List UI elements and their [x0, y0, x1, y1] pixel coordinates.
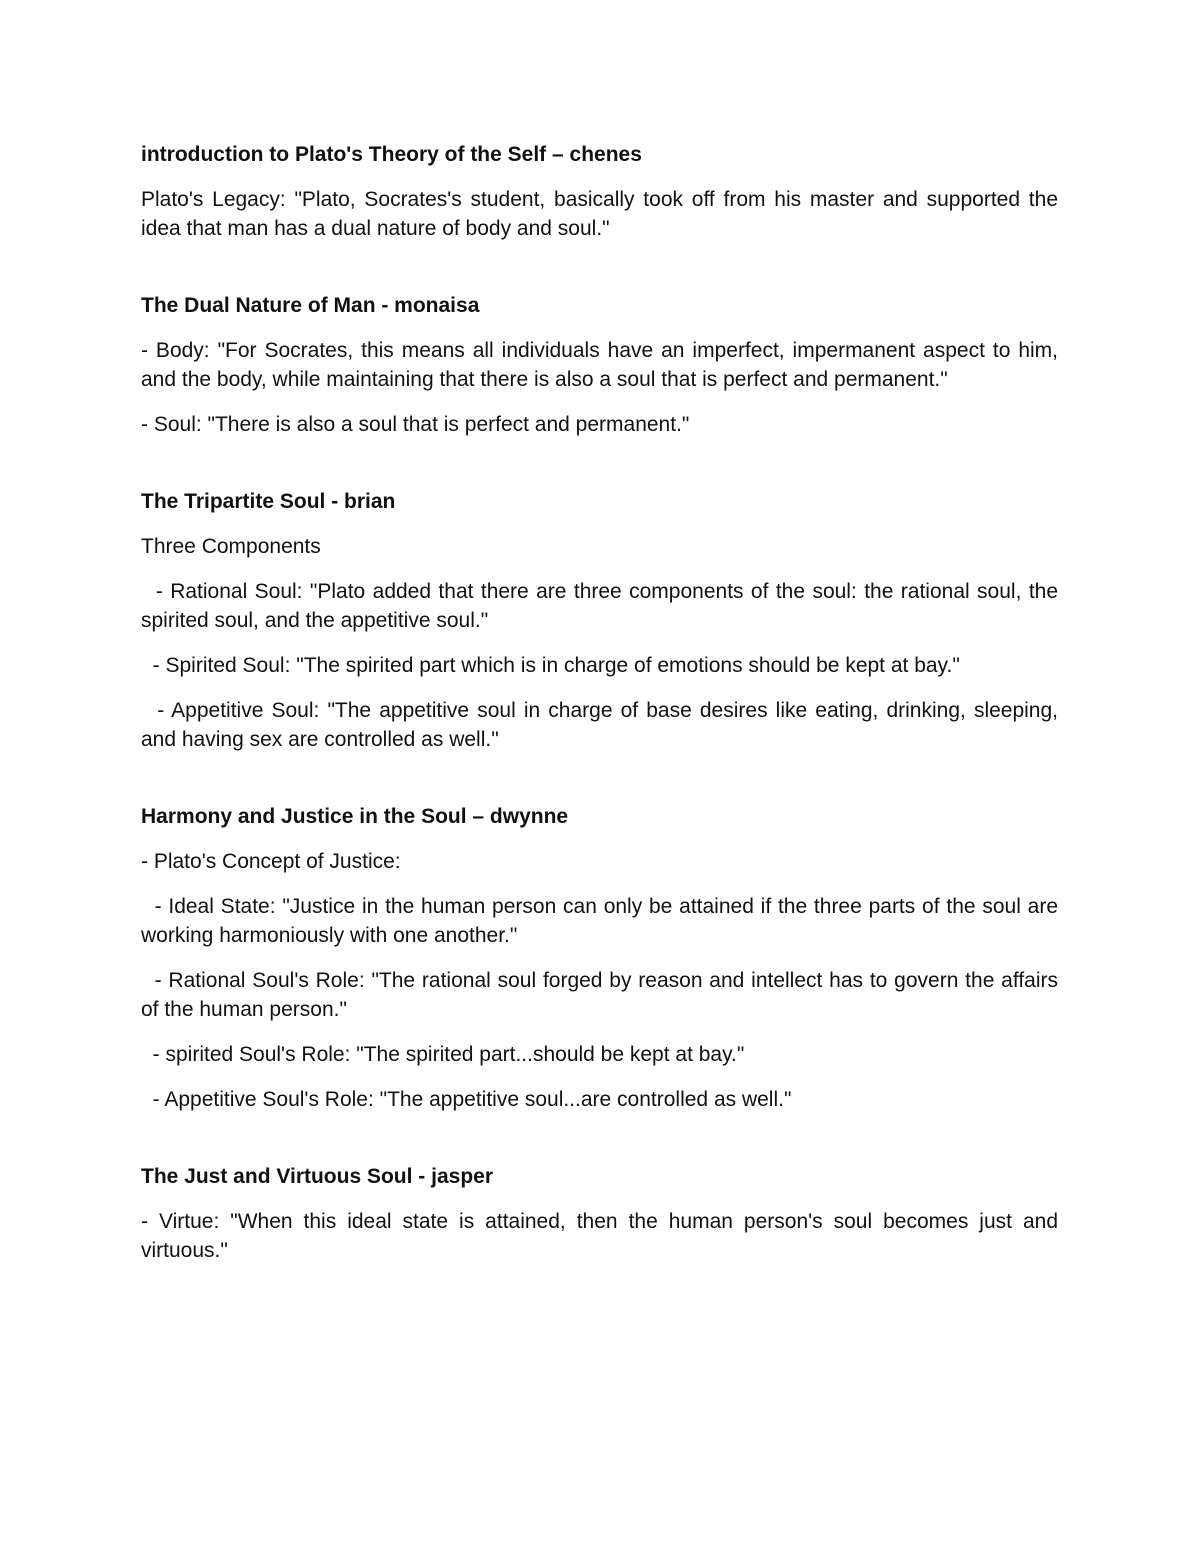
paragraph: - spirited Soul's Role: "The spirited part...should be kept at bay.": [141, 1043, 745, 1066]
paragraph: - Rational Soul: "Plato added that there are three components of the soul: the rational soul, the spirited soul, and the appetitive soul.": [141, 580, 1064, 632]
paragraph: Plato's Legacy: "Plato, Socrates's student, basically took off from his master and supported the idea that man has a dual nature of body and soul.": [141, 188, 1058, 240]
section-harmony-justice: [141, 802, 1064, 1114]
paragraph: - Plato's Concept of Justice:: [141, 850, 401, 873]
section-heading: The Just and Virtuous Soul - jasper: [141, 1165, 494, 1188]
section-just-virtuous: [141, 1162, 1058, 1265]
paragraph: - Virtue: "When this ideal state is attained, then the human person's soul becomes just and virtuous.": [141, 1210, 1058, 1262]
section-heading: The Dual Nature of Man - monaisa: [141, 294, 480, 317]
paragraph: - Soul: "There is also a soul that is perfect and permanent.": [141, 413, 690, 436]
section-tripartite-soul: [141, 487, 1064, 754]
paragraph: - Rational Soul's Role: "The rational soul forged by reason and intellect has to govern the affairs of the human person.": [141, 969, 1064, 1021]
paragraph: - Spirited Soul: "The spirited part which is in charge of emotions should be kept at bay.": [141, 654, 960, 677]
section-heading: Harmony and Justice in the Soul – dwynne: [141, 805, 569, 828]
section-introduction: [141, 140, 1058, 243]
section-heading: The Tripartite Soul - brian: [141, 490, 396, 513]
paragraph: - Appetitive Soul: "The appetitive soul in charge of base desires like eating, drinking, sleeping, and having sex are controlled as well.": [141, 699, 1064, 751]
paragraph: - Ideal State: "Justice in the human person can only be attained if the three parts of the soul are working harmoniously with one another.": [141, 895, 1064, 947]
section-heading: introduction to Plato's Theory of the Self – chenes: [141, 143, 642, 166]
paragraph: - Body: "For Socrates, this means all individuals have an imperfect, impermanent aspect to him, and the body, while maintaining that there is also a soul that is perfect and permanent.": [141, 339, 1058, 391]
section-dual-nature: [141, 291, 1058, 439]
paragraph: Three Components: [141, 535, 321, 558]
document-page: [141, 140, 1064, 1313]
paragraph: - Appetitive Soul's Role: "The appetitive soul...are controlled as well.": [141, 1088, 792, 1111]
